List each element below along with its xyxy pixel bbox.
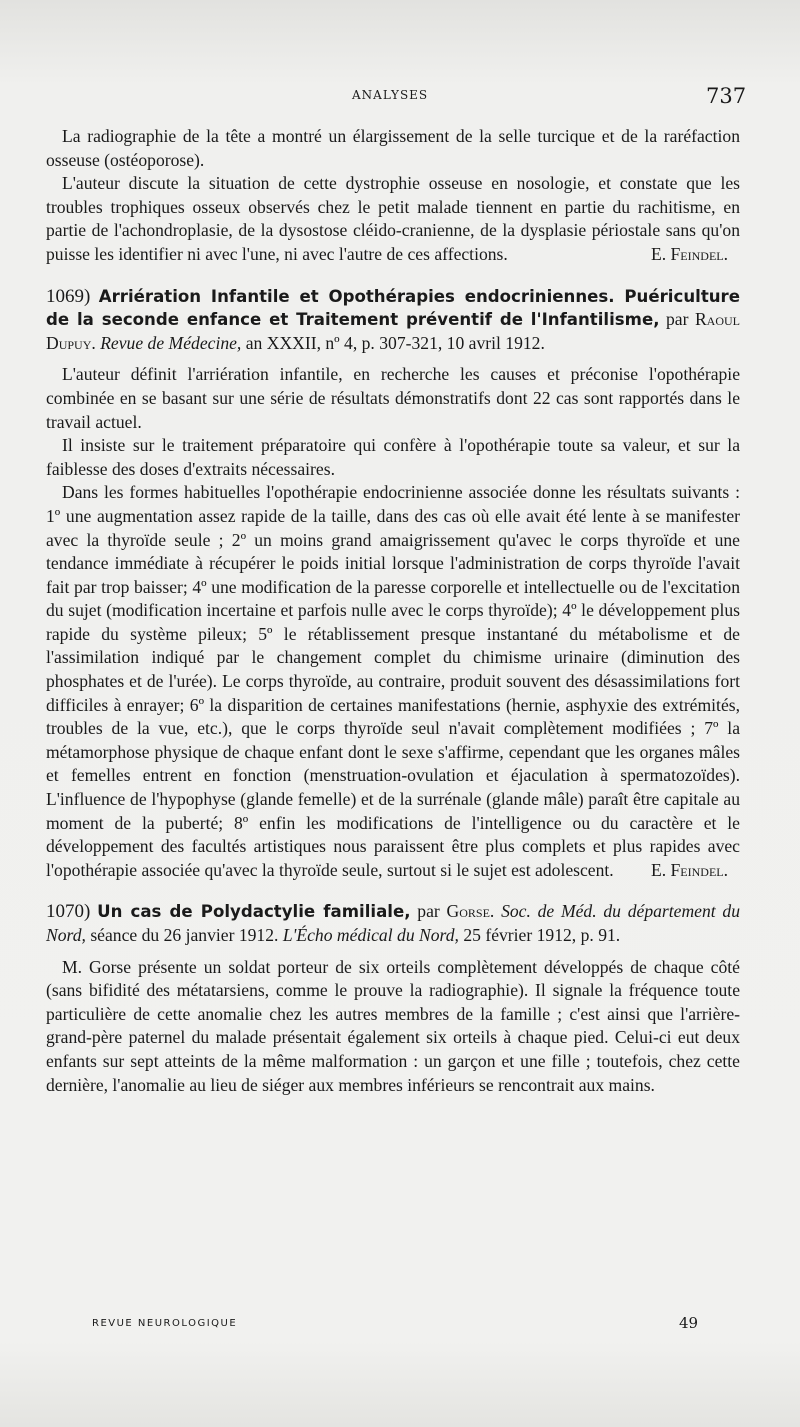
signature-mark: 49	[679, 1314, 699, 1332]
entry-1070-journal: Soc. de Méd. du département du Nord,	[46, 901, 741, 945]
page-number: 737	[706, 84, 747, 108]
entry-1070-author: Gorse.	[446, 901, 495, 922]
review-signature-2: E. Feindel.	[650, 859, 728, 880]
entry-1069-author: Raoul Dupuy.	[46, 309, 741, 353]
entry-1070-number: 1070)	[46, 901, 91, 923]
page-body	[46, 125, 740, 1097]
entry-1069-number: 1069)	[46, 285, 91, 307]
entry-1070-citation-2: 25 février 1912, p. 91.	[463, 925, 621, 945]
intro-paragraph-1: La radiographie de la tête a montré un élargissement de la selle turcique et de la raréfaction osseuse (ostéoporose).	[46, 126, 740, 170]
intro-paragraph-2-text: L'auteur discute la situation de cette dystrophie osseuse en nosologie, et constate que les troubles trophiques osseux observés chez le petit malade tiennent en partie du rachitisme, en partie de l'achondroplasie, de la dysostose cléido-cranienne, de la dysplasie périostale sans qu'on puisse les identifier ni avec l'une, ni avec l'autre de ces affections.	[46, 173, 740, 264]
entry-1070-journal-2: L'Écho médical du Nord,	[282, 925, 459, 945]
entry-1070-citation-1: séance du 26 janvier 1912.	[90, 925, 279, 945]
entry-1069-heading	[46, 285, 740, 356]
running-head: ANALYSES	[352, 88, 429, 102]
entry-1069-paragraph-3	[46, 481, 740, 882]
entry-1069-paragraph-1: L'auteur définit l'arriération infantile, en recherche les causes et préconise l'opothérapie combinée en se basant sur une série de résultats démonstratifs dont 22 cas sont rapportés dans le travail actuel.	[46, 364, 740, 432]
entry-1069-by: par	[666, 309, 689, 330]
intro-paragraph-2	[46, 172, 740, 266]
page-footer	[0, 1314, 800, 1340]
entry-1069-paragraph-3-text: Dans les formes habituelles l'opothérapie endocrinienne associée donne les résultats suivants : 1º une augmentation assez rapide de la taille, dans des cas où elle avait été lente à se manifester avec la thyroïde seule ; 2º un moins grand amaigrissement qu'avec le corps thyroïde et une tendance immédiate à récupérer le poids initial lorsque l'administration de corps thyroïde l'avait fait par trop baisser; 4º une modification de la paresse corporelle et intellectuelle ou de l'excitation du sujet (modification incertaine et parfois nulle avec le corps thyroïde); 4º le développement plus rapide du système pileux; 5º le rétablissement presque instantané du métabolisme et de l'assimilation indiqué par le changement complet du chimisme urinaire (diminution des phosphates et de l'urée). Le corps thyroïde, au contraire, produit souvent des désassimilations fort difficiles à enrayer; 6º la disparition de certaines manifestations (hernie, asphyxie des extrémités, troubles de la vue, etc.), que le corps thyroïde seul n'avait complètement modifiées ; 7º la métamorphose physique de chaque enfant dont le sexe s'affirme, cependant que les organes mâles et femelles entrent en fonction (menstruation-ovulation et éjaculation à spermatozoïdes). L'influence de l'hypophyse (glande femelle) et de la surrénale (glande mâle) paraît être capitale au moment de la puberté; 8º enfin les modifications de l'intelligence ou du caractère et le développement des facultés artistiques nous paraissent être plus complets et plus rapides avec l'opothérapie associée qu'avec la thyroïde seule, surtout si le sujet est adolescent.	[46, 482, 740, 880]
entry-1070-by: par	[417, 901, 440, 922]
entry-1069-title: Arriération Infantile et Opothérapies endocriniennes. Puériculture de la seconde enfance et Traitement préventif de l'Infantilisme,	[46, 286, 740, 330]
entry-1070-heading	[46, 900, 740, 947]
entry-1069-citation: an XXXII, nº 4, p. 307-321, 10 avril 1912.	[245, 332, 545, 353]
entry-1069-journal: Revue de Médecine,	[100, 332, 242, 353]
footer-journal-name: REVUE NEUROLOGIQUE	[92, 1318, 238, 1329]
entry-1070-paragraph-1: M. Gorse présente un soldat porteur de six orteils complètement développés de chaque côté (sans bifidité des métatarsiens, comme le prouve la radiographie). Il signale la fréquence toute particulière de cette anomalie chez les autres membres de la famille ; c'est ainsi que l'arrière-grand-père paternel du malade présentait également six orteils à chaque pied. Celui-ci eut deux enfants sur sept atteints de la même malformation : un garçon et une fille ; toutefois, chez cette dernière, l'anomalie au lieu de siéger aux membres inférieurs se rencontrait aux mains.	[46, 956, 740, 1095]
entry-1070-title: Un cas de Polydactylie familiale,	[97, 902, 411, 922]
review-signature-1: E. Feindel.	[650, 243, 728, 264]
entry-1069-paragraph-2: Il insiste sur le traitement préparatoire qui confère à l'opothérapie toute sa valeur, et sur la faiblesse des doses d'extraits nécessaires.	[46, 435, 740, 479]
page-header	[0, 84, 800, 114]
